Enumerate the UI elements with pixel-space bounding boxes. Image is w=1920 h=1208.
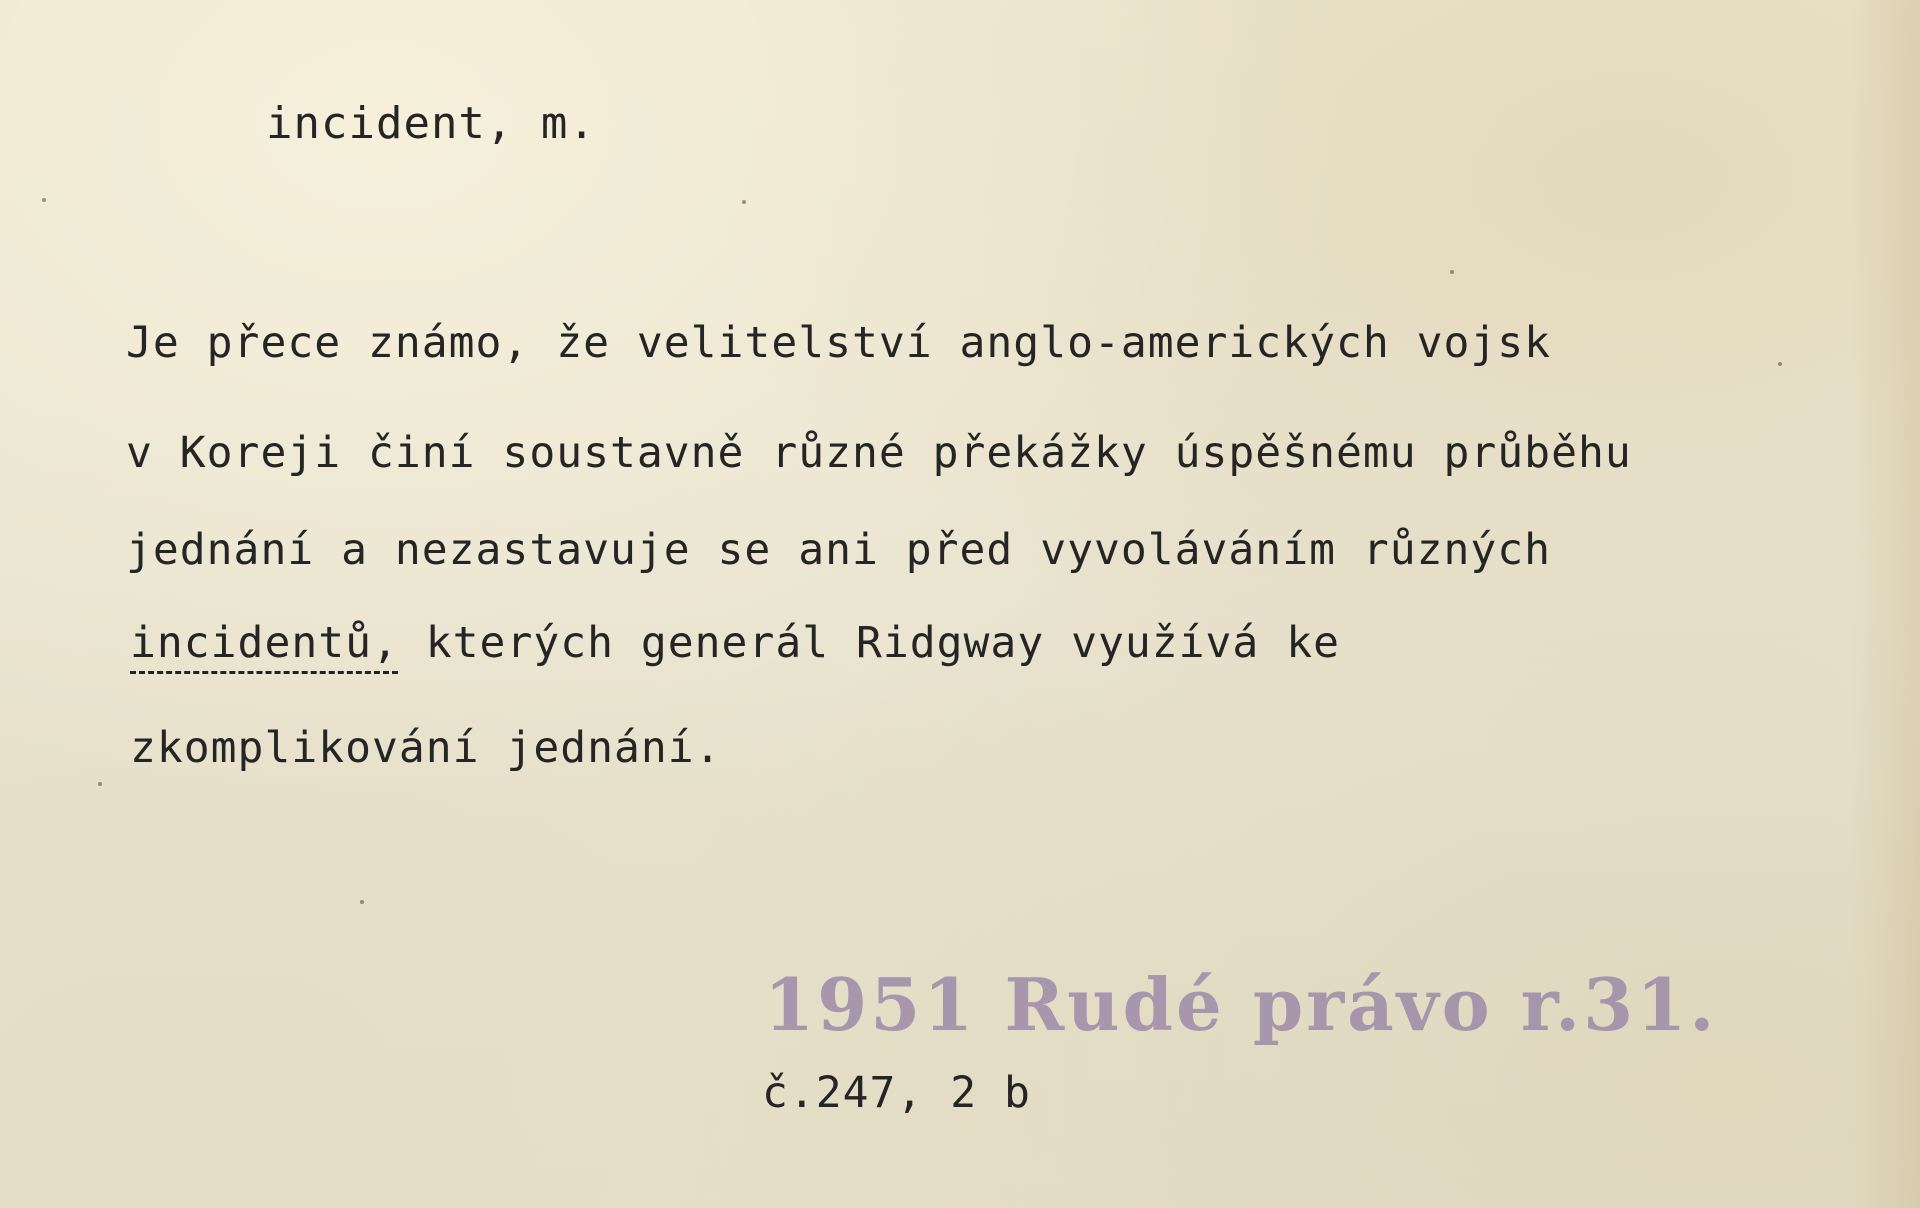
quote-line-5: zkomplikování jednání. xyxy=(130,723,722,773)
paper-speck xyxy=(42,198,46,202)
quote-line-4-rest: kterých generál Ridgway využívá ke xyxy=(425,618,1340,668)
paper-speck xyxy=(742,200,746,204)
paper-speck xyxy=(1450,270,1454,274)
paper-speck xyxy=(98,782,102,786)
quote-line-2: v Koreji činí soustavně různé překážky úspěšnému průběhu xyxy=(126,428,1632,478)
citation-reference: č.247, 2 b xyxy=(762,1068,1031,1118)
quote-line-3: jednání a nezastavuje se ani před vyvoláváním různých xyxy=(126,525,1552,575)
paper-speck xyxy=(360,900,364,904)
quote-line-1: Je přece známo, že velitelství anglo-amerických vojsk xyxy=(126,318,1552,368)
source-stamp: 1951 Rudé právo r.31. xyxy=(764,962,1718,1047)
quote-line-4 xyxy=(130,618,1340,668)
card-edge-shadow xyxy=(1850,0,1920,1208)
headword: incident, m. xyxy=(266,98,596,149)
highlighted-headword-occurrence: incidentů, xyxy=(130,618,399,668)
paper-speck xyxy=(1778,362,1782,366)
